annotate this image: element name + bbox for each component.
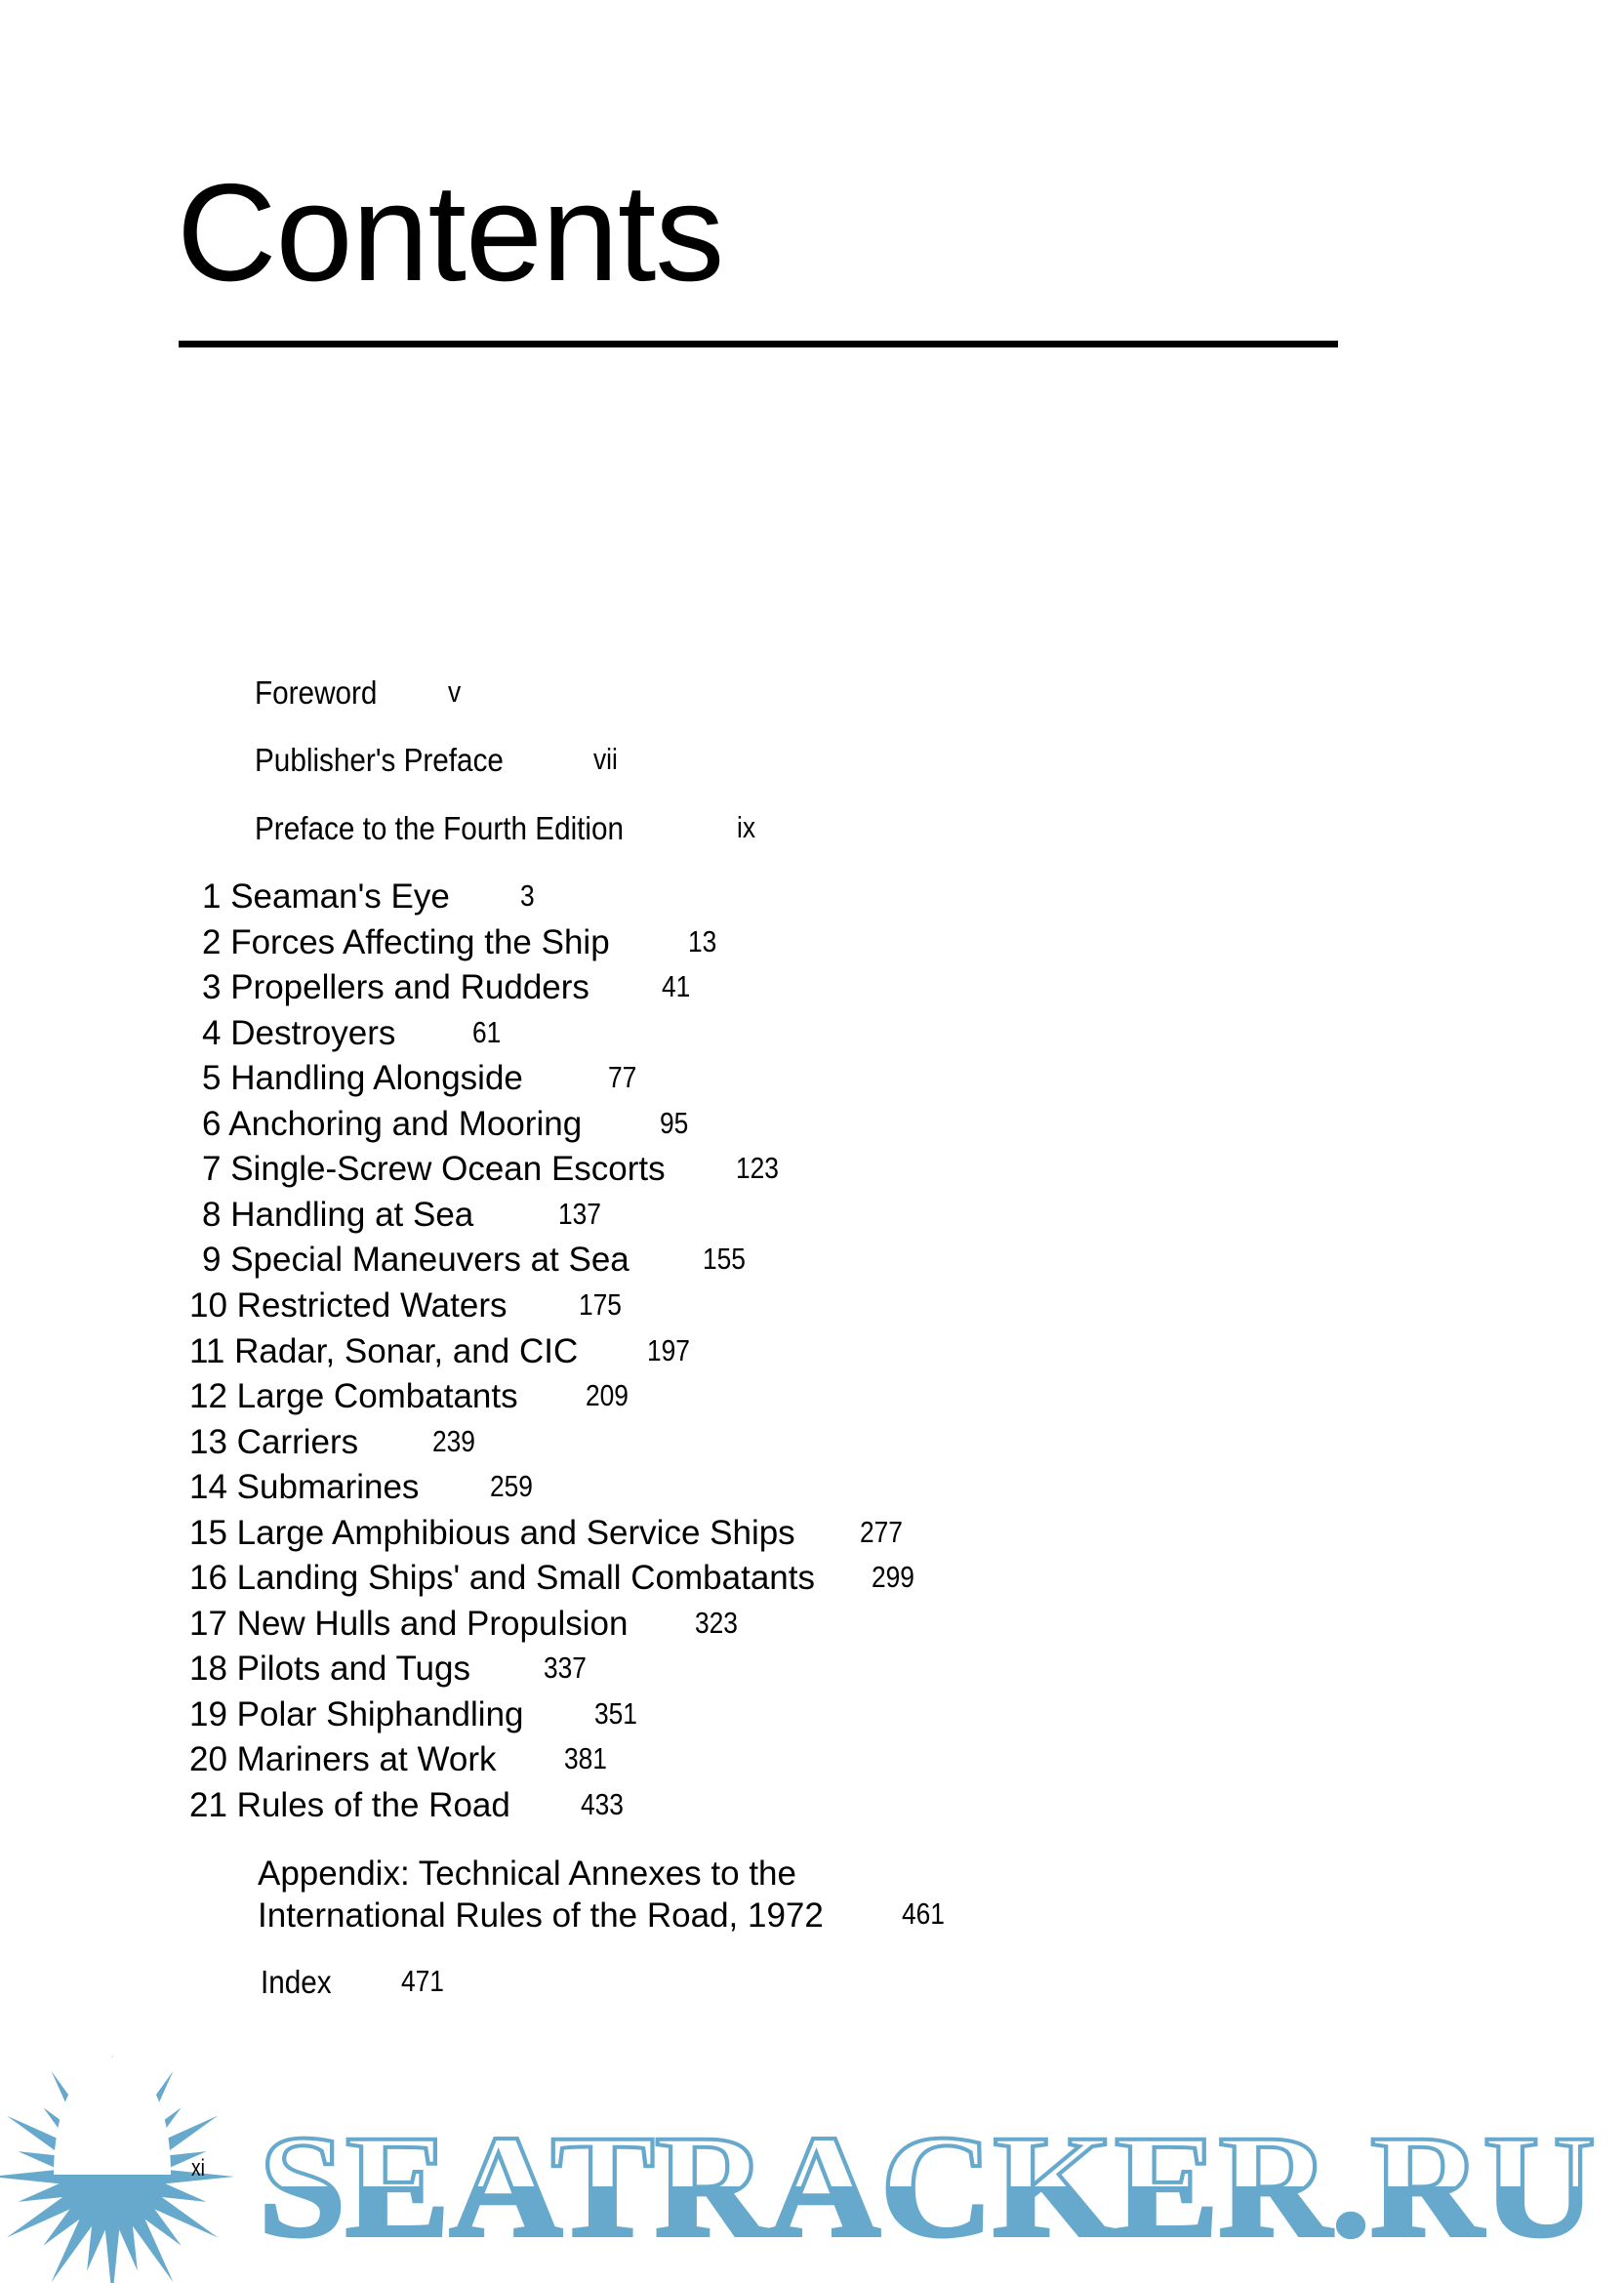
- toc-chapter-row: [189, 1742, 496, 1776]
- chapter-number: 9: [202, 1241, 222, 1279]
- chapter-title: Handling Alongside: [230, 1059, 523, 1097]
- chapter-number: 14: [189, 1468, 227, 1506]
- chapter-number: 2: [202, 923, 222, 961]
- title-rule: [179, 341, 1338, 347]
- toc-chapter-row: [189, 1425, 358, 1459]
- chapter-page: 239: [432, 1424, 475, 1458]
- chapter-title: Destroyers: [230, 1014, 396, 1052]
- chapter-page: 299: [872, 1560, 914, 1594]
- chapter-page: 277: [860, 1515, 903, 1549]
- chapter-page: 137: [558, 1197, 601, 1231]
- chapter-title: Seaman's Eye: [230, 877, 450, 916]
- toc-chapter-row: [189, 1470, 419, 1504]
- chapter-page: 123: [736, 1151, 779, 1185]
- chapter-number: 8: [202, 1196, 222, 1234]
- appendix-title-line1: Appendix: Technical Annexes to the: [258, 1855, 796, 1893]
- toc-chapter-row: [202, 1016, 395, 1050]
- chapter-title: Handling at Sea: [230, 1196, 474, 1234]
- toc-chapter-row: [202, 925, 610, 959]
- chapter-number: 1: [202, 877, 222, 916]
- toc-front-page: ix: [737, 810, 756, 844]
- index-label: Index: [261, 1964, 332, 2000]
- toc-front-label: Foreword: [255, 674, 378, 711]
- chapter-page: 95: [660, 1106, 689, 1140]
- chapter-page: 175: [579, 1287, 622, 1322]
- chapter-page: 209: [586, 1378, 629, 1412]
- chapter-title: Special Maneuvers at Sea: [230, 1241, 629, 1279]
- chapter-page: 13: [688, 924, 717, 958]
- toc-chapter-row: [202, 1243, 629, 1277]
- toc-chapter-row: [202, 879, 450, 914]
- chapter-page: 337: [544, 1651, 587, 1685]
- toc-chapter-row: [189, 1288, 508, 1323]
- toc-chapter-row: [189, 1379, 518, 1413]
- chapter-title: Propellers and Rudders: [230, 968, 589, 1006]
- chapter-title: Single-Screw Ocean Escorts: [230, 1150, 666, 1188]
- chapter-number: 19: [189, 1695, 227, 1733]
- chapter-number: 13: [189, 1423, 227, 1461]
- chapter-title: New Hulls and Propulsion: [236, 1605, 629, 1643]
- chapter-title: Anchoring and Mooring: [228, 1105, 583, 1143]
- toc-chapter-row: [202, 1107, 582, 1141]
- toc-chapter-row: [189, 1516, 795, 1550]
- chapter-title: Landing Ships' and Small Combatants: [236, 1559, 815, 1597]
- watermark-text: SEATRACKER.RU: [259, 2105, 1596, 2267]
- chapter-number: 4: [202, 1014, 222, 1052]
- chapter-number: 15: [189, 1514, 227, 1552]
- toc-chapter-row: [202, 1152, 666, 1186]
- chapter-number: 11: [189, 1332, 225, 1370]
- index-page: 471: [401, 1964, 444, 1998]
- page-title: Contents: [177, 155, 724, 310]
- chapter-title: Mariners at Work: [236, 1740, 497, 1778]
- toc-chapter-row: [189, 1561, 815, 1595]
- chapter-number: 21: [189, 1786, 227, 1824]
- chapter-title: Large Amphibious and Service Ships: [236, 1514, 795, 1552]
- page-number: xi: [191, 2155, 205, 2181]
- chapter-number: 10: [189, 1286, 227, 1325]
- toc-chapter-row: [202, 1061, 523, 1095]
- chapter-title: Forces Affecting the Ship: [230, 923, 610, 961]
- chapter-number: 3: [202, 968, 222, 1006]
- toc-chapter-row: [189, 1697, 524, 1732]
- chapter-title: Carriers: [236, 1423, 359, 1461]
- chapter-number: 6: [202, 1105, 222, 1143]
- toc-chapter-row: [202, 1198, 473, 1232]
- chapter-page: 381: [564, 1741, 607, 1775]
- chapter-number: 5: [202, 1059, 222, 1097]
- chapter-number: 18: [189, 1650, 227, 1688]
- chapter-page: 41: [662, 969, 691, 1003]
- toc-chapter-row: [189, 1788, 510, 1822]
- chapter-number: 20: [189, 1740, 227, 1778]
- chapter-page: 433: [581, 1787, 624, 1821]
- chapter-page: 197: [647, 1333, 690, 1367]
- chapter-title: Polar Shiphandling: [236, 1695, 524, 1733]
- watermark-logo: [0, 2040, 1624, 2283]
- chapter-page: 323: [695, 1606, 738, 1640]
- chapter-number: 12: [189, 1377, 227, 1415]
- toc-front-page: vii: [593, 742, 618, 776]
- chapter-page: 259: [490, 1469, 533, 1503]
- toc-front-page: v: [448, 674, 462, 709]
- chapter-title: Pilots and Tugs: [236, 1650, 470, 1688]
- chapter-number: 16: [189, 1559, 227, 1597]
- chapter-title: Rules of the Road: [236, 1786, 510, 1824]
- appendix-title-line2: International Rules of the Road, 1972: [258, 1896, 824, 1935]
- chapter-title: Submarines: [236, 1468, 420, 1506]
- chapter-page: 77: [608, 1060, 637, 1094]
- chapter-page: 155: [703, 1242, 746, 1276]
- toc-front-label: Publisher's Preface: [255, 742, 504, 778]
- toc-chapter-row: [189, 1607, 628, 1641]
- chapter-page: 61: [472, 1015, 502, 1049]
- toc-chapter-row: [189, 1334, 578, 1368]
- toc-chapter-row: [202, 970, 589, 1004]
- appendix-page: 461: [902, 1896, 945, 1931]
- toc-front-label: Preface to the Fourth Edition: [255, 810, 625, 846]
- chapter-title: Radar, Sonar, and CIC: [234, 1332, 579, 1370]
- chapter-page: 351: [594, 1696, 637, 1731]
- chapter-title: Large Combatants: [236, 1377, 518, 1415]
- chapter-title: Restricted Waters: [236, 1286, 508, 1325]
- chapter-number: 7: [202, 1150, 222, 1188]
- chapter-page: 3: [520, 878, 535, 913]
- chapter-number: 17: [189, 1605, 227, 1643]
- toc-chapter-row: [189, 1651, 470, 1686]
